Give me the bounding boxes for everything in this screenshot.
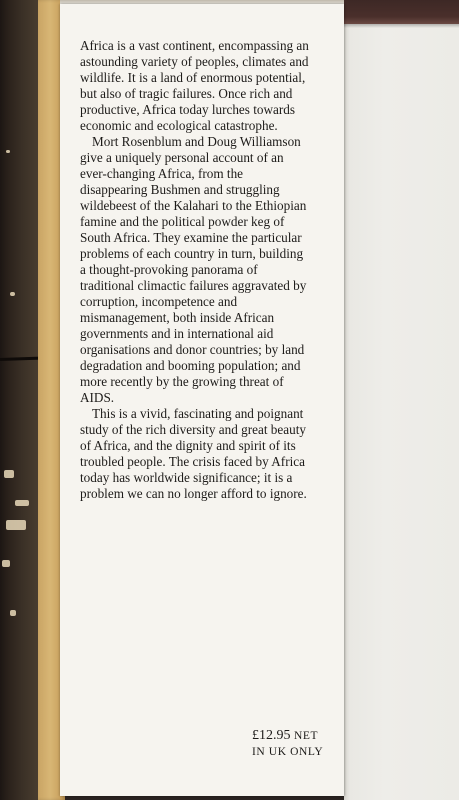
cover-speck bbox=[15, 500, 29, 506]
blurb-paragraph-2 bbox=[80, 134, 330, 406]
blurb-line: disappearing Bushmen and struggling bbox=[80, 182, 280, 197]
blurb-line: but also of tragic failures. Once rich and bbox=[80, 86, 293, 101]
blurb-line: today has worldwide significance; it is a bbox=[80, 470, 293, 485]
blurb-line: This is a vivid, fascinating and poignant bbox=[92, 406, 304, 421]
blurb-line: more recently by the growing threat of bbox=[80, 374, 284, 389]
blurb-line: a thought-provoking panorama of bbox=[80, 262, 258, 277]
cover-speck bbox=[6, 150, 10, 153]
cover-speck bbox=[6, 520, 26, 530]
blurb-line: astounding variety of peoples, climates and bbox=[80, 54, 309, 69]
cover-speck bbox=[2, 560, 10, 567]
blurb-line: corruption, incompetence and bbox=[80, 294, 238, 309]
blurb-line: wildebeest of the Kalahari to the Ethiopian bbox=[80, 198, 307, 213]
price-region: IN UK ONLY bbox=[252, 746, 324, 758]
blurb-line: of Africa, and the dignity and spirit of its bbox=[80, 438, 296, 453]
blurb-line: economic and ecological catastrophe. bbox=[80, 118, 278, 133]
blurb-line: Africa is a vast continent, encompassing an bbox=[80, 38, 309, 53]
price-suffix: NET bbox=[293, 730, 319, 742]
blurb-line: traditional climactic failures aggravated by bbox=[80, 278, 307, 293]
blurb-line: governments and in international aid bbox=[80, 326, 274, 341]
blurb-line: Mort Rosenblum and Doug Williamson bbox=[92, 134, 301, 149]
blurb-line: study of the rich diversity and great beauty bbox=[80, 422, 306, 437]
blurb-line: wildlife. It is a land of enormous potential, bbox=[80, 70, 306, 85]
blurb-paragraph-3 bbox=[80, 406, 330, 502]
blurb-paragraph-1 bbox=[80, 38, 330, 134]
blurb-line: South Africa. They examine the particular bbox=[80, 230, 302, 245]
blurb-line: give a uniquely personal account of an bbox=[80, 150, 284, 165]
endpaper-page bbox=[344, 24, 459, 800]
blurb-line: problem we can no longer afford to ignore. bbox=[80, 486, 307, 501]
blurb-line: organisations and donor countries; by land bbox=[80, 342, 305, 357]
price-amount: £12.95 bbox=[252, 728, 291, 743]
price-block bbox=[252, 728, 342, 760]
blurb-line: mismanagement, both inside African bbox=[80, 310, 275, 325]
price-line bbox=[252, 728, 342, 744]
cover-speck bbox=[10, 610, 16, 616]
blurb-line: famine and the political powder keg of bbox=[80, 214, 285, 229]
blurb-line: troubled people. The crisis faced by Africa bbox=[80, 454, 305, 469]
cover-speck bbox=[4, 470, 14, 478]
jacket-blurb bbox=[80, 38, 330, 502]
blurb-line: productive, Africa today lurches towards bbox=[80, 102, 295, 117]
blurb-line: problems of each country in turn, building bbox=[80, 246, 304, 261]
endpaper-shadow bbox=[344, 24, 459, 28]
book-board-top bbox=[344, 0, 459, 24]
blurb-line: ever-changing Africa, from the bbox=[80, 166, 244, 181]
blurb-line: degradation and booming population; and bbox=[80, 358, 301, 373]
cover-speck bbox=[10, 292, 15, 296]
blurb-line: AIDS. bbox=[80, 390, 115, 405]
